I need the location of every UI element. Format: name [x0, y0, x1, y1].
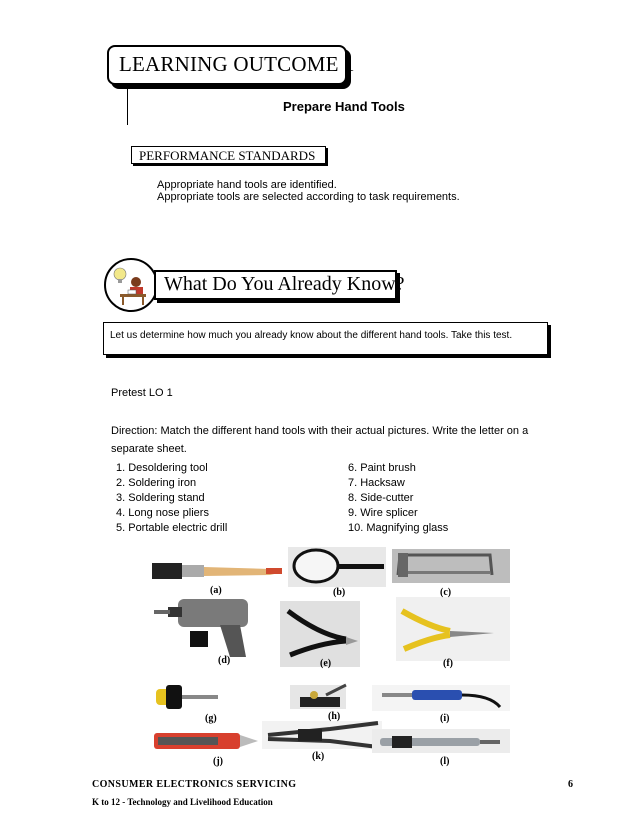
list-item: 3. Soldering stand [116, 492, 205, 504]
paint-brush-icon [152, 563, 282, 579]
list-item: 4. Long nose pliers [116, 507, 209, 519]
page-number: 6 [568, 779, 573, 790]
screwdriver-icon [156, 685, 218, 709]
list-item: 1. Desoldering tool [116, 462, 208, 474]
photo-label: (h) [328, 711, 341, 722]
pretest-title: Pretest LO 1 [111, 387, 173, 399]
photo-label: (c) [440, 587, 452, 598]
photo-label: (g) [205, 713, 217, 724]
wire-splicer-icon [262, 721, 382, 749]
photo-label: (i) [440, 713, 450, 724]
photo-label: (j) [213, 756, 223, 767]
list-item: 8. Side-cutter [348, 492, 414, 504]
pretest-direction: Direction: Match the different hand tools with their actual pictures. Write the letter on a separate sheet. [111, 425, 529, 455]
photo-label: (a) [210, 585, 222, 596]
list-item: 10. Magnifying glass [348, 522, 449, 534]
standard-item: Appropriate tools are selected according to task requirements. [157, 191, 460, 203]
performance-standards-heading: PERFORMANCE STANDARDS [139, 148, 316, 163]
student-thinking-icon [104, 258, 158, 312]
photo-label: (l) [440, 756, 450, 767]
list-item: 5. Portable electric drill [116, 522, 228, 534]
cutter-knife-icon [154, 733, 258, 749]
photo-label: (d) [218, 655, 231, 666]
decorative-line [127, 85, 128, 125]
photo-label: (k) [312, 751, 325, 762]
long-nose-pliers-icon [396, 597, 510, 661]
tool-pictures [150, 545, 515, 770]
electric-drill-icon [154, 599, 248, 657]
standard-item: Appropriate hand tools are identified. [157, 179, 337, 191]
photo-label: (f) [443, 658, 453, 669]
footer-course: CONSUMER ELECTRONICS SERVICING [92, 779, 297, 790]
soldering-stand-icon [290, 685, 346, 709]
list-item: 2. Soldering iron [116, 477, 197, 489]
right-item-list [348, 461, 448, 536]
soldering-iron-icon [372, 685, 510, 711]
page-subtitle: Prepare Hand Tools [283, 99, 405, 114]
list-item: 9. Wire splicer [348, 507, 418, 519]
what-do-you-know-heading: What Do You Already Know? [164, 273, 405, 295]
list-item: 6. Paint brush [348, 462, 416, 474]
list-item: 7. Hacksaw [348, 477, 405, 489]
intro-text: Let us determine how much you already know about the different hand tools. Take this test. [110, 330, 513, 341]
left-item-list [116, 461, 227, 536]
footer-program: K to 12 - Technology and Livelihood Education [92, 797, 273, 807]
hacksaw-icon [392, 549, 510, 583]
magnifying-glass-icon [288, 547, 386, 587]
desoldering-tool-icon [372, 729, 510, 753]
learning-outcome-title: LEARNING OUTCOME 1 [119, 52, 355, 76]
photo-label: (e) [320, 658, 332, 669]
photo-label: (b) [333, 587, 346, 598]
